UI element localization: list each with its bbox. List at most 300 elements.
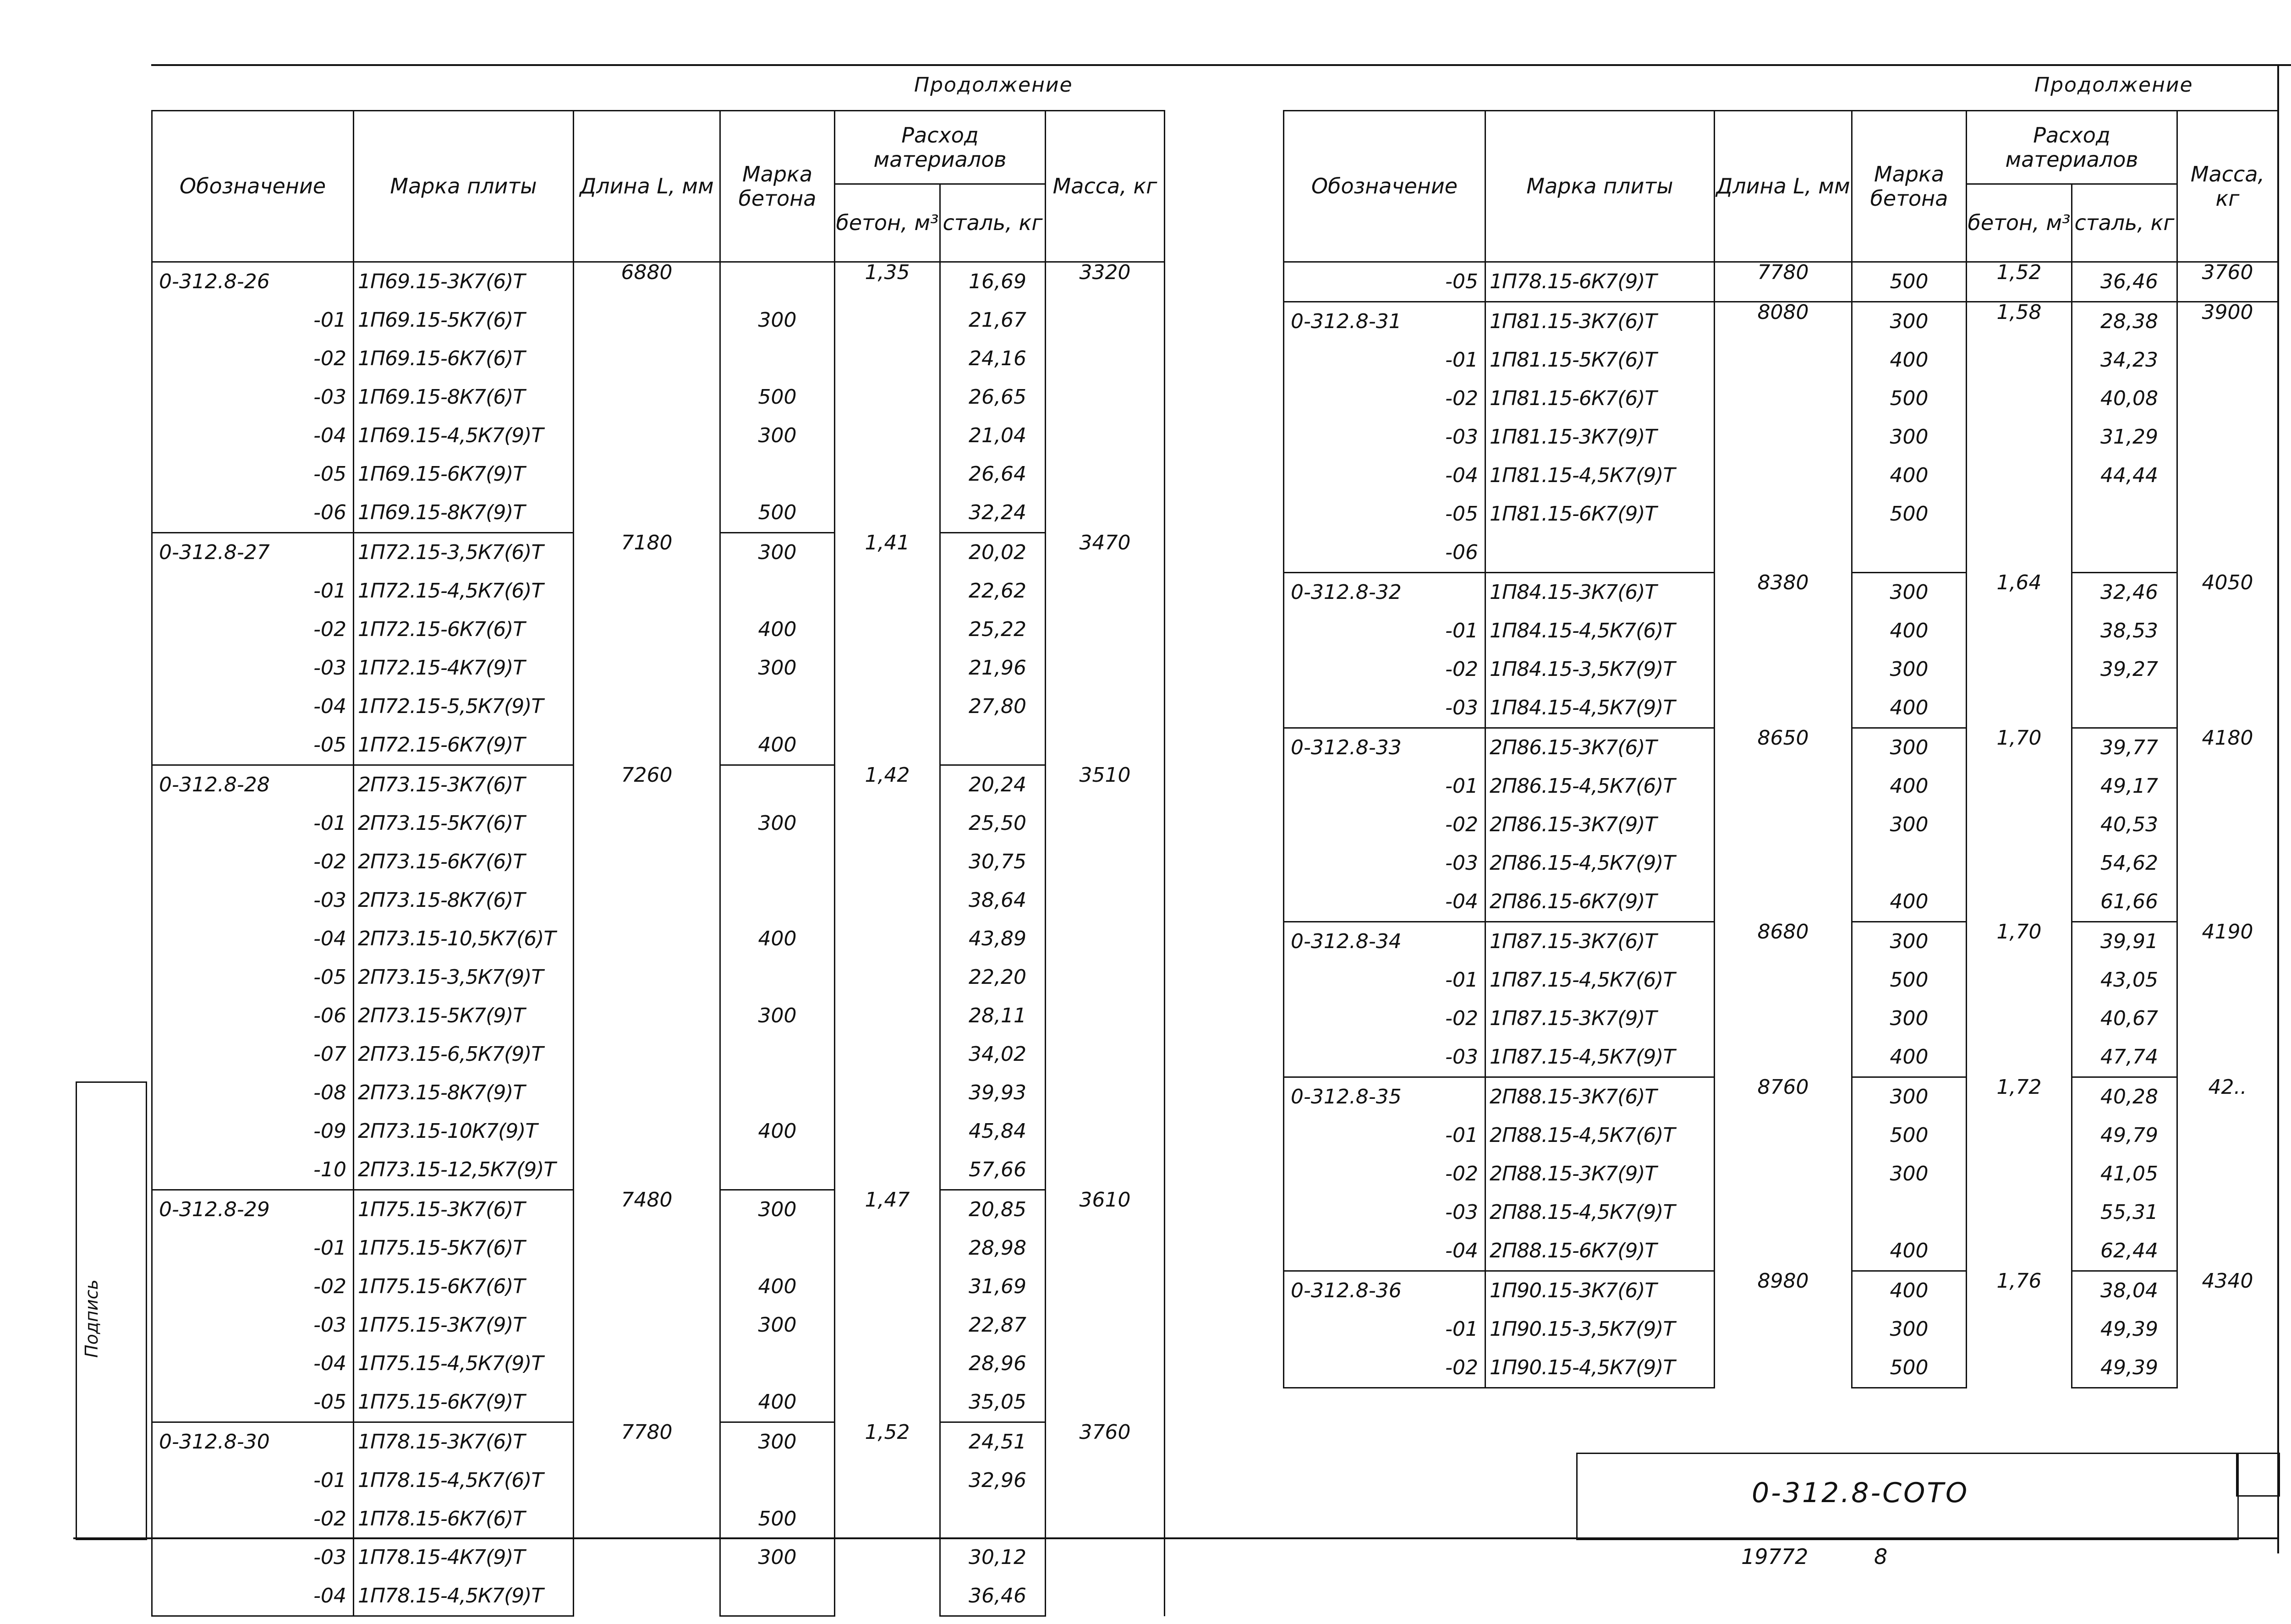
designation-cell: -01 (313, 579, 346, 603)
slab-mark-cell: 2П88.15-4,5К7(9)Т (1490, 1201, 1675, 1224)
designation-cell: -05 (313, 733, 346, 757)
designation-cell: 0-312.8-26 (159, 270, 270, 293)
slab-mark-cell: 2П73.15-3К7(6)Т (358, 773, 525, 796)
table-row (1284, 728, 2278, 768)
designation-cell: -02 (1445, 1356, 1478, 1379)
header-designation: Обозначение (152, 111, 354, 262)
slab-mark-cell: 1П72.15-4,5К7(6)Т (358, 579, 543, 603)
header-length: Длина L, мм (1715, 111, 1852, 262)
concrete-grade-cell: 500 (1890, 968, 1929, 992)
designation-cell: -01 (313, 812, 346, 835)
concrete-grade-cell (721, 1229, 834, 1267)
steel-mass-cell: 49,39 (2100, 1317, 2158, 1341)
concrete-grade-cell (1853, 533, 1966, 572)
designation-cell: -04 (313, 1584, 346, 1608)
steel-mass-cell: 21,67 (969, 308, 1026, 332)
steel-mass-cell: 31,29 (2100, 425, 2158, 449)
concrete-grade-cell: 300 (758, 308, 797, 332)
steel-mass-cell (941, 726, 1045, 764)
concrete-grade-cell: 300 (758, 656, 797, 680)
designation-cell: -04 (1445, 464, 1478, 487)
header-steel-kg: сталь, кг (940, 184, 1046, 262)
right-table-body (1284, 262, 2278, 1388)
slab-mark-cell: 1П81.15-6К7(9)Т (1490, 502, 1657, 526)
mass-cell: 3760 (1046, 1422, 1165, 1616)
concrete-grade-cell (721, 1074, 834, 1112)
slab-mark-cell: 1П69.15-8К7(9)Т (358, 501, 525, 524)
header-consumption: Расход материалов (1967, 111, 2177, 184)
designation-cell: 0-312.8-34 (1291, 930, 1402, 953)
concrete-grade-cell (721, 263, 834, 301)
designation-cell: -02 (1445, 1007, 1478, 1030)
designation-cell: -06 (1445, 541, 1478, 564)
designation-cell: -04 (313, 695, 346, 718)
designation-cell: -01 (1445, 1124, 1478, 1147)
steel-mass-cell (2072, 495, 2176, 533)
steel-mass-cell: 22,20 (969, 966, 1026, 989)
length-cell: 7780 (1715, 262, 1852, 302)
slab-mark-cell: 1П75.15-6К7(6)Т (358, 1275, 525, 1298)
steel-mass-cell: 43,89 (969, 927, 1026, 950)
steel-mass-cell: 36,46 (2100, 270, 2158, 293)
steel-mass-cell: 30,75 (969, 850, 1026, 873)
steel-mass-cell (2072, 689, 2176, 727)
continuation-label-right: Продолжение (2034, 73, 2193, 97)
concrete-grade-cell: 300 (758, 1430, 797, 1454)
slab-mark-cell: 1П81.15-3К7(6)Т (1490, 310, 1657, 333)
slab-mark-cell: 2П73.15-8К7(9)Т (358, 1081, 525, 1104)
left-table-body (152, 262, 1165, 1616)
concrete-grade-cell (721, 1344, 834, 1383)
slab-mark-cell: 1П78.15-6К7(6)Т (358, 1507, 525, 1531)
inventory-number: 19772 (1741, 1544, 1809, 1569)
header-consumption: Расход материалов (835, 111, 1046, 184)
length-cell: 7260 (574, 765, 720, 1190)
mass-cell: 3470 (1046, 533, 1165, 765)
slab-mark-cell: 1П78.15-4К7(9)Т (358, 1546, 525, 1569)
concrete-grade-cell: 400 (1890, 348, 1929, 372)
concrete-volume-cell: 1,47 (835, 1190, 940, 1422)
concrete-grade-cell (721, 881, 834, 920)
slab-mark-cell: 1П90.15-3,5К7(9)Т (1490, 1317, 1675, 1341)
slab-mark-cell: 1П84.15-4,5К7(9)Т (1490, 696, 1675, 719)
designation-cell: -02 (313, 347, 346, 370)
length-cell: 8980 (1715, 1271, 1852, 1388)
concrete-grade-cell (1853, 1193, 1966, 1232)
steel-mass-cell: 40,53 (2100, 813, 2158, 836)
slab-mark-cell: 1П81.15-3К7(9)Т (1490, 425, 1657, 449)
designation-cell: -04 (1445, 1239, 1478, 1262)
designation-cell: -06 (313, 501, 346, 524)
concrete-grade-cell (721, 340, 834, 378)
concrete-volume-cell: 1,52 (835, 1422, 940, 1616)
mass-cell: 3610 (1046, 1190, 1165, 1422)
slab-mark-cell: 2П73.15-6К7(6)Т (358, 850, 525, 873)
designation-cell: -04 (313, 927, 346, 950)
steel-mass-cell: 20,02 (969, 541, 1026, 564)
header-mass: Масса, кг (1046, 111, 1165, 262)
concrete-volume-cell: 1,58 (1967, 302, 2072, 573)
designation-cell: -01 (1445, 968, 1478, 992)
designation-cell: 0-312.8-33 (1291, 736, 1402, 759)
slab-mark-cell: 1П87.15-3К7(6)Т (1490, 930, 1657, 953)
designation-cell: -01 (1445, 348, 1478, 372)
designation-cell: 0-312.8-28 (159, 773, 270, 796)
header-concrete-m3: бетон, м³ (835, 184, 940, 262)
mass-cell: 42.. (2177, 1077, 2278, 1271)
slab-mark-cell: 1П78.15-6К7(9)Т (1490, 270, 1657, 293)
designation-cell: 0-312.8-36 (1291, 1279, 1402, 1302)
designation-cell: -06 (313, 1004, 346, 1027)
mass-cell: 4190 (2177, 922, 2278, 1077)
concrete-grade-cell: 500 (1890, 1124, 1929, 1147)
length-cell: 6880 (574, 262, 720, 533)
length-cell: 8380 (1715, 573, 1852, 728)
designation-cell: -02 (1445, 1162, 1478, 1185)
designation-cell: 0-312.8-29 (159, 1198, 270, 1221)
steel-mass-cell: 28,96 (969, 1352, 1026, 1375)
designation-cell: -01 (313, 1469, 346, 1492)
designation-cell: -05 (313, 462, 346, 486)
header-steel-kg: сталь, кг (2072, 184, 2177, 262)
steel-mass-cell: 16,69 (969, 270, 1026, 293)
concrete-grade-cell (721, 572, 834, 610)
designation-cell: -05 (1445, 502, 1478, 526)
slab-mark-cell: 1П72.15-6К7(9)Т (358, 733, 525, 757)
table-row (1284, 1077, 2278, 1117)
designation-cell: -05 (313, 1390, 346, 1414)
concrete-grade-cell: 400 (1890, 696, 1929, 719)
designation-cell: -09 (313, 1119, 346, 1143)
concrete-grade-cell: 300 (1890, 1007, 1929, 1030)
concrete-grade-cell (721, 843, 834, 881)
top-frame-line (151, 64, 2291, 66)
designation-cell: -04 (1445, 890, 1478, 913)
concrete-grade-cell: 300 (758, 1198, 797, 1221)
designation-cell: -03 (1445, 851, 1478, 875)
slab-mark-cell: 1П90.15-3К7(6)Т (1490, 1279, 1657, 1302)
designation-cell: -10 (313, 1158, 346, 1181)
slab-mark-cell: 1П75.15-4,5К7(9)Т (358, 1352, 543, 1375)
slab-mark-cell: 1П75.15-5К7(6)Т (358, 1236, 525, 1260)
concrete-grade-cell: 400 (758, 618, 797, 641)
designation-cell: -03 (313, 385, 346, 409)
concrete-grade-cell: 500 (1890, 502, 1929, 526)
steel-mass-cell: 43,05 (2100, 968, 2158, 992)
steel-mass-cell: 49,39 (2100, 1356, 2158, 1379)
header-slab-mark: Марка плиты (1485, 111, 1715, 262)
slab-mark-cell: 1П84.15-3,5К7(9)Т (1490, 658, 1675, 681)
slab-mark-cell: 1П75.15-3К7(9)Т (358, 1313, 525, 1337)
slab-mark-cell: 2П86.15-4,5К7(9)Т (1490, 851, 1675, 875)
header-mass: Масса, кг (2177, 111, 2278, 262)
slab-mark-cell: 1П87.15-4,5К7(6)Т (1490, 968, 1675, 992)
designation-cell: -03 (1445, 1045, 1478, 1069)
designation-cell: -02 (313, 1275, 346, 1298)
concrete-grade-cell: 300 (1890, 1085, 1929, 1108)
designation-cell: -02 (1445, 387, 1478, 410)
concrete-volume-cell: 1,70 (1967, 922, 2072, 1077)
steel-mass-cell: 21,04 (969, 424, 1026, 447)
concrete-grade-cell: 500 (758, 501, 797, 524)
length-cell: 8080 (1715, 302, 1852, 573)
concrete-volume-cell: 1,52 (1967, 262, 2072, 302)
concrete-grade-cell (721, 455, 834, 494)
title-block (1576, 1453, 2239, 1540)
slab-mark-cell: 1П81.15-4,5К7(9)Т (1490, 464, 1675, 487)
designation-cell: 0-312.8-35 (1291, 1085, 1402, 1108)
steel-mass-cell: 28,11 (969, 1004, 1026, 1027)
slab-mark-cell: 2П88.15-4,5К7(6)Т (1490, 1124, 1675, 1147)
concrete-grade-cell: 400 (1890, 619, 1929, 642)
slab-mark-cell: 1П81.15-5К7(6)Т (1490, 348, 1657, 372)
steel-mass-cell: 38,64 (969, 889, 1026, 912)
designation-cell: 0-312.8-27 (159, 541, 270, 564)
concrete-grade-cell: 300 (1890, 1317, 1929, 1341)
slab-mark-cell: 1П87.15-4,5К7(9)Т (1490, 1045, 1675, 1069)
slab-mark-cell: 2П73.15-12,5К7(9)Т (358, 1158, 556, 1181)
slab-mark-cell: 1П72.15-3,5К7(6)Т (358, 541, 543, 564)
slab-mark-cell (1486, 533, 1714, 572)
slab-mark-cell: 2П73.15-6,5К7(9)Т (358, 1042, 543, 1066)
slab-mark-cell: 1П81.15-6К7(6)Т (1490, 387, 1657, 410)
steel-mass-cell: 41,05 (2100, 1162, 2158, 1185)
steel-mass-cell: 20,24 (969, 773, 1026, 796)
designation-cell: -01 (1445, 774, 1478, 798)
steel-mass-cell: 28,98 (969, 1236, 1026, 1260)
concrete-grade-cell: 300 (758, 424, 797, 447)
designation-cell: -03 (1445, 1201, 1478, 1224)
right-spec-table (1283, 110, 2279, 1388)
concrete-volume-cell: 1,35 (835, 262, 940, 533)
designation-cell: -04 (313, 1352, 346, 1375)
designation-cell: -07 (313, 1042, 346, 1066)
slab-mark-cell: 1П75.15-3К7(6)Т (358, 1198, 525, 1221)
designation-cell: -04 (313, 424, 346, 447)
steel-mass-cell (941, 1500, 1045, 1538)
length-cell: 7180 (574, 533, 720, 765)
designation-cell: 0-312.8-32 (1291, 581, 1402, 604)
concrete-grade-cell: 300 (758, 812, 797, 835)
mass-cell: 4340 (2177, 1271, 2278, 1388)
concrete-volume-cell: 1,76 (1967, 1271, 2072, 1388)
steel-mass-cell: 57,66 (969, 1158, 1026, 1181)
designation-cell: -01 (1445, 619, 1478, 642)
steel-mass-cell: 34,23 (2100, 348, 2158, 372)
header-concrete-m3: бетон, м³ (1967, 184, 2072, 262)
table-row (152, 262, 1165, 302)
slab-mark-cell: 2П88.15-3К7(9)Т (1490, 1162, 1657, 1185)
steel-mass-cell: 21,96 (969, 656, 1026, 680)
slab-mark-cell: 1П69.15-5К7(6)Т (358, 308, 525, 332)
slab-mark-cell: 2П73.15-5К7(6)Т (358, 812, 525, 835)
mass-cell: 4050 (2177, 573, 2278, 728)
concrete-grade-cell: 400 (1890, 890, 1929, 913)
table-row (152, 1422, 1165, 1462)
slab-mark-cell: 2П73.15-10К7(9)Т (358, 1119, 537, 1143)
designation-cell: -02 (313, 1507, 346, 1531)
concrete-grade-cell (721, 1461, 834, 1500)
steel-mass-cell (2072, 533, 2176, 572)
slab-mark-cell: 2П86.15-6К7(9)Т (1490, 890, 1657, 913)
slab-mark-cell: 2П73.15-5К7(9)Т (358, 1004, 525, 1027)
concrete-volume-cell: 1,64 (1967, 573, 2072, 728)
concrete-grade-cell (1853, 844, 1966, 883)
steel-mass-cell: 54,62 (2100, 851, 2158, 875)
slab-mark-cell: 1П78.15-4,5К7(6)Т (358, 1469, 543, 1492)
steel-mass-cell: 32,24 (969, 501, 1026, 524)
steel-mass-cell: 32,96 (969, 1469, 1026, 1492)
concrete-grade-cell (721, 1577, 834, 1615)
concrete-volume-cell: 1,42 (835, 765, 940, 1190)
slab-mark-cell: 1П84.15-4,5К7(6)Т (1490, 619, 1675, 642)
concrete-grade-cell: 500 (758, 385, 797, 409)
binding-sidebar (76, 1081, 147, 1540)
steel-mass-cell: 27,80 (969, 695, 1026, 718)
steel-mass-cell: 40,08 (2100, 387, 2158, 410)
steel-mass-cell: 22,62 (969, 579, 1026, 603)
designation-cell: -02 (313, 850, 346, 873)
slab-mark-cell: 1П72.15-5,5К7(9)Т (358, 695, 543, 718)
concrete-grade-cell: 300 (1890, 425, 1929, 449)
steel-mass-cell: 44,44 (2100, 464, 2158, 487)
slab-mark-cell: 1П78.15-3К7(6)Т (358, 1430, 525, 1454)
length-cell: 8650 (1715, 728, 1852, 922)
concrete-grade-cell: 300 (1890, 1162, 1929, 1185)
concrete-volume-cell: 1,70 (1967, 728, 2072, 922)
concrete-grade-cell: 300 (758, 1546, 797, 1569)
slab-mark-cell: 1П84.15-3К7(6)Т (1490, 581, 1657, 604)
designation-cell: -01 (313, 1236, 346, 1260)
concrete-grade-cell (721, 1035, 834, 1074)
steel-mass-cell: 28,38 (2100, 310, 2158, 333)
mass-cell: 3900 (2177, 302, 2278, 573)
steel-mass-cell: 24,51 (969, 1430, 1026, 1454)
header-designation: Обозначение (1284, 111, 1485, 262)
concrete-grade-cell: 300 (758, 1004, 797, 1027)
steel-mass-cell: 36,46 (969, 1584, 1026, 1608)
table-row (1284, 922, 2278, 961)
mass-cell: 4180 (2177, 728, 2278, 922)
steel-mass-cell: 40,28 (2100, 1085, 2158, 1108)
steel-mass-cell: 20,85 (969, 1198, 1026, 1221)
concrete-volume-cell: 1,41 (835, 533, 940, 765)
slab-mark-cell: 1П87.15-3К7(9)Т (1490, 1007, 1657, 1030)
sheet-number: 8 (1874, 1544, 1888, 1569)
steel-mass-cell: 39,93 (969, 1081, 1026, 1104)
concrete-grade-cell: 400 (1890, 1239, 1929, 1262)
designation-cell: -01 (313, 308, 346, 332)
designation-cell: -08 (313, 1081, 346, 1104)
concrete-grade-cell: 300 (1890, 658, 1929, 681)
slab-mark-cell: 1П69.15-3К7(6)Т (358, 270, 525, 293)
mass-cell: 3760 (2177, 262, 2278, 302)
concrete-grade-cell (721, 1151, 834, 1189)
header-concrete-grade: Марка бетона (720, 111, 835, 262)
steel-mass-cell: 39,91 (2100, 930, 2158, 953)
slab-mark-cell: 2П86.15-3К7(9)Т (1490, 813, 1657, 836)
designation-cell: 0-312.8-30 (159, 1430, 270, 1454)
concrete-grade-cell: 500 (1890, 270, 1929, 293)
slab-mark-cell: 2П73.15-8К7(6)Т (358, 889, 525, 912)
steel-mass-cell: 45,84 (969, 1119, 1026, 1143)
designation-cell: -03 (313, 656, 346, 680)
sidebar-label: Подпись (82, 1279, 102, 1358)
header-slab-mark: Марка плиты (354, 111, 574, 262)
steel-mass-cell: 34,02 (969, 1042, 1026, 1066)
designation-cell: -03 (313, 889, 346, 912)
concrete-grade-cell: 400 (1890, 1045, 1929, 1069)
designation-cell: -02 (1445, 658, 1478, 681)
slab-mark-cell: 1П90.15-4,5К7(9)Т (1490, 1356, 1675, 1379)
slab-mark-cell: 2П88.15-6К7(9)Т (1490, 1239, 1657, 1262)
designation-cell: -02 (1445, 813, 1478, 836)
concrete-grade-cell: 500 (758, 1507, 797, 1531)
table-row (152, 533, 1165, 572)
steel-mass-cell: 55,31 (2100, 1201, 2158, 1224)
concrete-grade-cell: 400 (758, 927, 797, 950)
steel-mass-cell: 39,27 (2100, 658, 2158, 681)
length-cell: 8760 (1715, 1077, 1852, 1271)
length-cell: 7480 (574, 1190, 720, 1422)
concrete-grade-cell (721, 958, 834, 997)
steel-mass-cell: 38,04 (2100, 1279, 2158, 1302)
slab-mark-cell: 1П72.15-6К7(6)Т (358, 618, 525, 641)
steel-mass-cell: 47,74 (2100, 1045, 2158, 1069)
concrete-volume-cell: 1,72 (1967, 1077, 2072, 1271)
continuation-label-left: Продолжение (914, 73, 1073, 97)
table-row (152, 1190, 1165, 1229)
title-block-side-box (2236, 1453, 2280, 1497)
table-row (1284, 302, 2278, 341)
designation-cell: -03 (1445, 696, 1478, 719)
concrete-grade-cell: 400 (1890, 464, 1929, 487)
steel-mass-cell: 30,12 (969, 1546, 1026, 1569)
slab-mark-cell: 1П72.15-4К7(9)Т (358, 656, 525, 680)
slab-mark-cell: 2П86.15-3К7(6)Т (1490, 736, 1657, 759)
concrete-grade-cell: 300 (1890, 736, 1929, 759)
concrete-grade-cell: 300 (758, 541, 797, 564)
slab-mark-cell: 1П69.15-6К7(6)Т (358, 347, 525, 370)
designation-cell: -03 (313, 1546, 346, 1569)
concrete-grade-cell: 500 (1890, 1356, 1929, 1379)
designation-cell: -05 (313, 966, 346, 989)
slab-mark-cell: 1П69.15-8К7(6)Т (358, 385, 525, 409)
steel-mass-cell: 49,17 (2100, 774, 2158, 798)
steel-mass-cell: 22,87 (969, 1313, 1026, 1337)
steel-mass-cell: 38,53 (2100, 619, 2158, 642)
steel-mass-cell: 25,22 (969, 618, 1026, 641)
table-row (1284, 1271, 2278, 1311)
steel-mass-cell: 62,44 (2100, 1239, 2158, 1262)
slab-mark-cell: 2П88.15-3К7(6)Т (1490, 1085, 1657, 1108)
concrete-grade-cell: 300 (1890, 813, 1929, 836)
concrete-grade-cell: 300 (1890, 310, 1929, 333)
concrete-grade-cell: 400 (1890, 774, 1929, 798)
concrete-grade-cell: 400 (758, 1390, 797, 1414)
mass-cell: 3510 (1046, 765, 1165, 1190)
concrete-grade-cell: 500 (1890, 387, 1929, 410)
slab-mark-cell: 2П73.15-10,5К7(6)Т (358, 927, 556, 950)
document-code: 0-312.8-СОТО (1752, 1477, 1969, 1509)
length-cell: 7780 (574, 1422, 720, 1616)
slab-mark-cell: 1П69.15-4,5К7(9)Т (358, 424, 543, 447)
steel-mass-cell: 49,79 (2100, 1124, 2158, 1147)
table-row (1284, 262, 2278, 302)
mass-cell: 3320 (1046, 262, 1165, 533)
steel-mass-cell: 26,65 (969, 385, 1026, 409)
slab-mark-cell: 2П86.15-4,5К7(6)Т (1490, 774, 1675, 798)
